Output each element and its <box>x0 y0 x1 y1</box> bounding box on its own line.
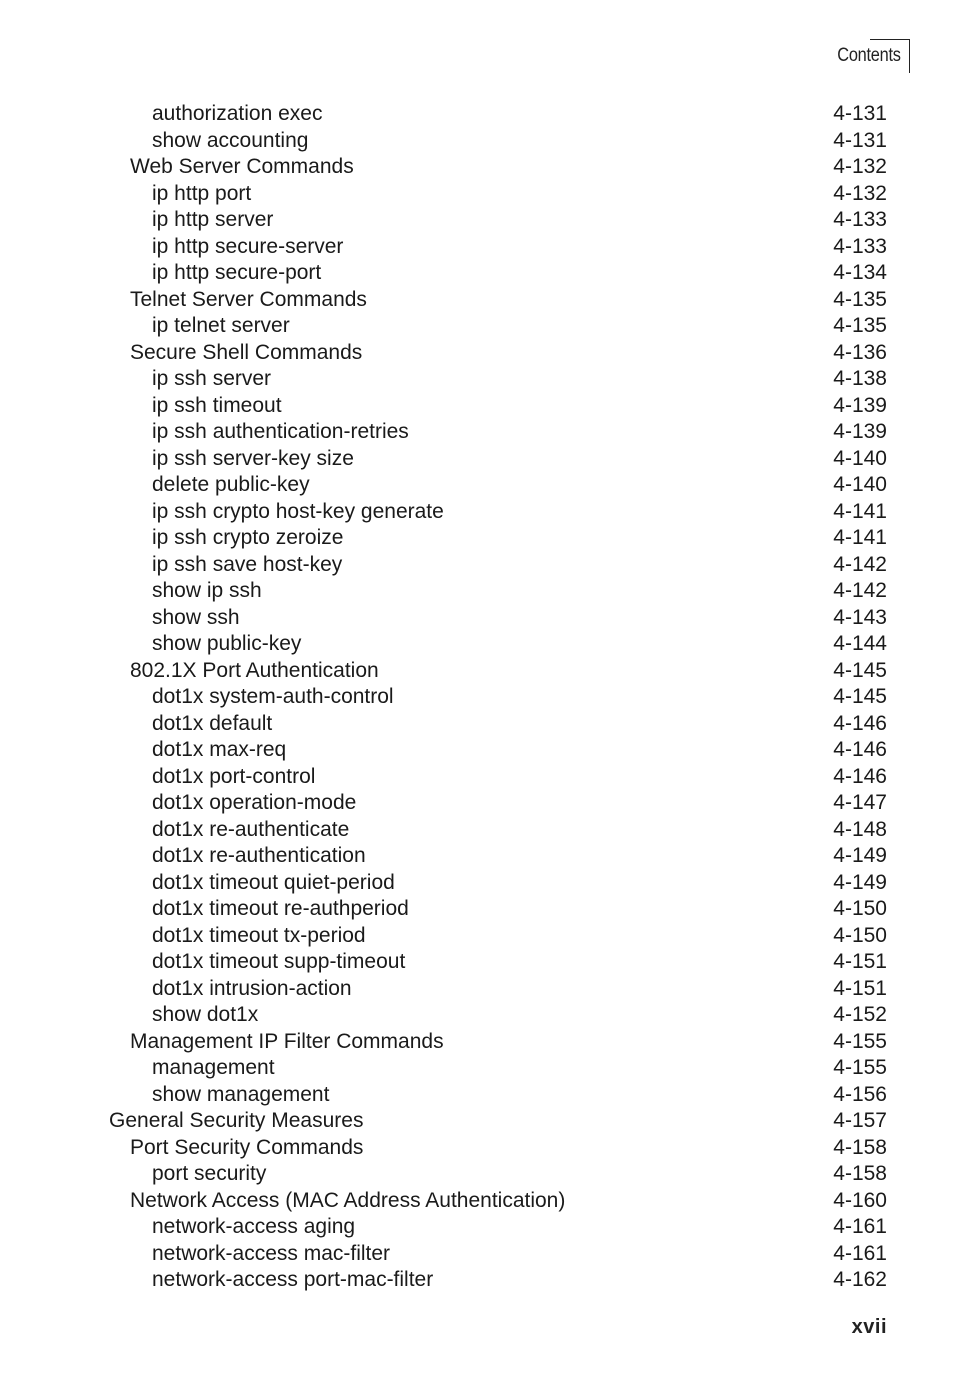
toc-entry-title: show accounting <box>152 128 309 152</box>
toc-entry-title: dot1x timeout tx-period <box>152 923 366 947</box>
toc-entry-title: dot1x default <box>152 711 273 735</box>
toc-entry-page: 4-156 <box>833 1082 887 1106</box>
toc-entry[interactable] <box>0 101 954 128</box>
toc-entry-title: dot1x system-auth-control <box>152 685 394 708</box>
toc-entry-title: Telnet Server Commands <box>130 287 367 311</box>
toc-entry[interactable] <box>0 340 954 367</box>
toc-entry-page: 4-139 <box>833 393 887 417</box>
toc-entry-title: Network Access (MAC Address Authentication) <box>130 1188 566 1212</box>
toc-entry-page: 4-149 <box>833 844 887 867</box>
toc-entry-page: 4-133 <box>833 208 887 231</box>
toc-entry-title: ip http secure-server <box>152 234 344 258</box>
toc-entry[interactable] <box>0 737 954 764</box>
toc-entry-page: 4-138 <box>833 367 887 390</box>
toc-entry-title: ip ssh server-key size <box>152 446 354 470</box>
toc-entry-page: 4-145 <box>833 658 887 682</box>
toc-entry-page: 4-146 <box>833 764 887 788</box>
table-of-contents <box>0 101 954 1294</box>
toc-entry-page: 4-149 <box>833 870 887 894</box>
toc-entry[interactable] <box>0 499 954 526</box>
toc-entry[interactable] <box>0 472 954 499</box>
toc-entry[interactable] <box>0 313 954 340</box>
toc-entry[interactable] <box>0 658 954 685</box>
toc-entry[interactable] <box>0 181 954 208</box>
toc-entry-page: 4-150 <box>833 897 887 920</box>
toc-entry-title: ip http port <box>152 181 252 205</box>
toc-entry-title: Port Security Commands <box>130 1135 364 1159</box>
toc-entry-title: dot1x timeout quiet-period <box>152 870 395 894</box>
toc-entry-page: 4-151 <box>833 976 887 1000</box>
toc-entry-title: ip http secure-port <box>152 261 322 284</box>
toc-entry[interactable] <box>0 1241 954 1268</box>
toc-entry-title: Secure Shell Commands <box>130 340 363 364</box>
toc-entry[interactable] <box>0 207 954 234</box>
toc-entry-page: 4-133 <box>833 234 887 258</box>
toc-entry-page: 4-151 <box>833 950 887 973</box>
toc-entry-page: 4-135 <box>833 287 887 311</box>
toc-entry-page: 4-162 <box>833 1268 887 1291</box>
toc-entry-page: 4-146 <box>833 711 887 735</box>
toc-entry-title: ip ssh authentication-retries <box>152 420 409 443</box>
toc-entry-title: dot1x timeout re-authperiod <box>152 897 409 920</box>
toc-entry-page: 4-158 <box>833 1162 887 1185</box>
toc-entry-title: show public-key <box>152 632 302 655</box>
toc-entry-title: Management IP Filter Commands <box>130 1029 444 1053</box>
toc-entry[interactable] <box>0 896 954 923</box>
toc-entry[interactable] <box>0 128 954 155</box>
toc-entry-title: ip http server <box>152 208 274 231</box>
toc-entry-title: dot1x intrusion-action <box>152 976 352 1000</box>
toc-entry[interactable] <box>0 605 954 632</box>
toc-entry[interactable] <box>0 1029 954 1056</box>
toc-entry-title: show ip ssh <box>152 579 262 602</box>
toc-entry-page: 4-145 <box>833 685 887 708</box>
toc-entry[interactable] <box>0 843 954 870</box>
toc-entry-page: 4-147 <box>833 791 887 814</box>
running-header <box>827 39 910 73</box>
toc-entry-title: ip ssh server <box>152 367 272 390</box>
toc-entry[interactable] <box>0 1214 954 1241</box>
toc-entry-page: 4-150 <box>833 923 887 947</box>
toc-entry-title: show management <box>152 1082 330 1106</box>
toc-entry-title: dot1x max-req <box>152 738 287 761</box>
toc-entry[interactable] <box>0 1108 954 1135</box>
toc-entry-title: ip ssh save host-key <box>152 552 343 576</box>
toc-entry-page: 4-131 <box>833 128 887 152</box>
toc-entry[interactable] <box>0 552 954 579</box>
toc-entry-title: network-access aging <box>152 1215 356 1238</box>
toc-entry-title: show ssh <box>152 605 240 629</box>
toc-entry-title: authorization exec <box>152 102 323 125</box>
toc-entry-title: 802.1X Port Authentication <box>130 658 379 682</box>
toc-entry-title: Web Server Commands <box>130 155 354 178</box>
toc-entry-page: 4-152 <box>833 1003 887 1026</box>
toc-entry-page: 4-143 <box>833 605 887 629</box>
toc-entry[interactable] <box>0 154 954 181</box>
toc-entry-page: 4-161 <box>833 1215 887 1238</box>
toc-entry[interactable] <box>0 1161 954 1188</box>
toc-entry[interactable] <box>0 790 954 817</box>
toc-entry-title: ip ssh crypto host-key generate <box>152 499 444 523</box>
toc-entry-title: dot1x re-authentication <box>152 844 366 867</box>
toc-entry[interactable] <box>0 1055 954 1082</box>
toc-entry[interactable] <box>0 446 954 473</box>
toc-entry[interactable] <box>0 817 954 844</box>
toc-entry[interactable] <box>0 1082 954 1109</box>
toc-entry-page: 4-135 <box>833 314 887 337</box>
toc-entry-page: 4-142 <box>833 579 887 602</box>
toc-entry[interactable] <box>0 578 954 605</box>
toc-entry-title: ip telnet server <box>152 314 290 337</box>
toc-entry[interactable] <box>0 949 954 976</box>
toc-entry-page: 4-134 <box>833 261 887 284</box>
toc-entry-title: dot1x port-control <box>152 764 316 788</box>
toc-entry-title: port security <box>152 1162 267 1185</box>
toc-entry-page: 4-161 <box>833 1241 887 1265</box>
toc-entry-page: 4-155 <box>833 1029 887 1053</box>
toc-entry-page: 4-148 <box>833 817 887 841</box>
header-section-label: Contents <box>837 45 901 66</box>
toc-entry-title: show dot1x <box>152 1003 259 1026</box>
toc-entry-title: ip ssh timeout <box>152 393 282 417</box>
toc-entry-title: ip ssh crypto zeroize <box>152 526 344 549</box>
toc-entry-title: dot1x re-authenticate <box>152 817 350 841</box>
toc-entry-page: 4-158 <box>833 1135 887 1159</box>
toc-entry-title: network-access port-mac-filter <box>152 1268 434 1291</box>
toc-entry[interactable] <box>0 525 954 552</box>
toc-entry-page: 4-160 <box>833 1188 887 1212</box>
toc-entry-page: 4-155 <box>833 1056 887 1079</box>
toc-entry-page: 4-146 <box>833 738 887 761</box>
toc-entry-title: General Security Measures <box>109 1109 364 1132</box>
toc-entry[interactable] <box>0 923 954 950</box>
toc-entry-page: 4-141 <box>833 499 887 523</box>
toc-entry-page: 4-140 <box>833 446 887 470</box>
toc-entry-page: 4-144 <box>833 632 887 655</box>
toc-entry-page: 4-157 <box>833 1109 887 1132</box>
toc-entry-page: 4-131 <box>833 102 887 125</box>
toc-entry[interactable] <box>0 1135 954 1162</box>
toc-entry[interactable] <box>0 366 954 393</box>
toc-entry-page: 4-136 <box>833 340 887 364</box>
toc-entry[interactable] <box>0 764 954 791</box>
toc-entry[interactable] <box>0 1267 954 1294</box>
toc-entry-page: 4-142 <box>833 552 887 576</box>
toc-entry-title: network-access mac-filter <box>152 1241 391 1265</box>
toc-entry[interactable] <box>0 287 954 314</box>
toc-entry-title: dot1x timeout supp-timeout <box>152 950 406 973</box>
toc-entry-title: delete public-key <box>152 473 310 496</box>
toc-entry-page: 4-140 <box>833 473 887 496</box>
toc-entry[interactable] <box>0 976 954 1003</box>
toc-entry[interactable] <box>0 711 954 738</box>
toc-entry[interactable] <box>0 631 954 658</box>
toc-entry[interactable] <box>0 234 954 261</box>
toc-entry[interactable] <box>0 1188 954 1215</box>
page-number: xvii <box>851 1316 887 1338</box>
toc-entry-page: 4-139 <box>833 420 887 443</box>
toc-entry-page: 4-141 <box>833 526 887 549</box>
toc-entry[interactable] <box>0 260 954 287</box>
toc-entry-page: 4-132 <box>833 181 887 205</box>
toc-entry[interactable] <box>0 870 954 897</box>
toc-entry-page: 4-132 <box>833 155 887 178</box>
header-rule <box>870 39 910 40</box>
toc-entry[interactable] <box>0 419 954 446</box>
toc-entry[interactable] <box>0 684 954 711</box>
toc-entry[interactable] <box>0 1002 954 1029</box>
toc-entry[interactable] <box>0 393 954 420</box>
toc-entry-title: management <box>152 1056 275 1079</box>
toc-entry-title: dot1x operation-mode <box>152 791 357 814</box>
